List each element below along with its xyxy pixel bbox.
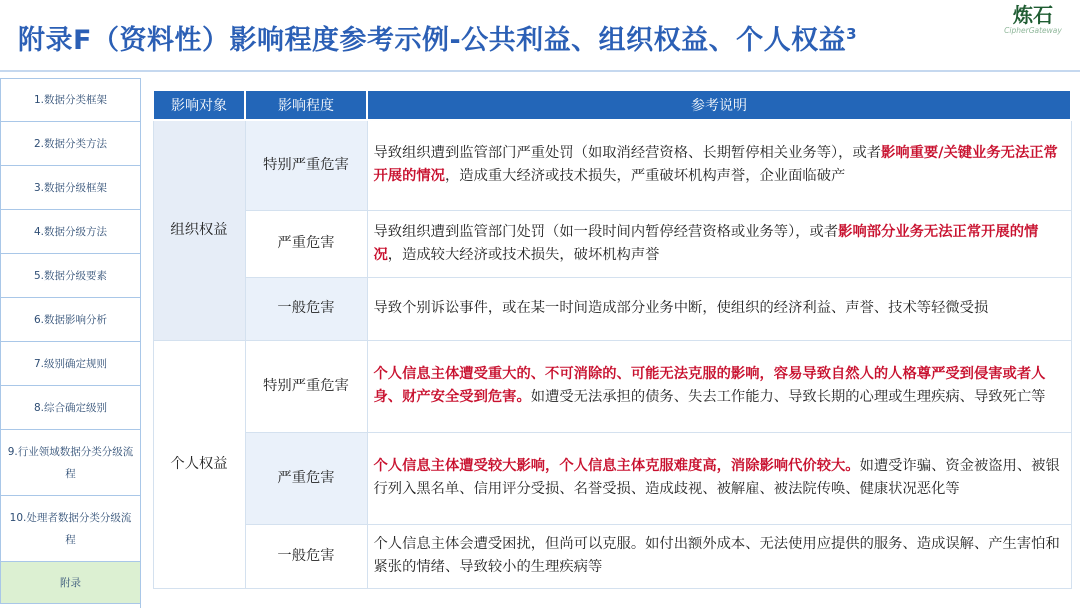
page-title: 附录F（资料性）影响程度参考示例-公共利益、组织权益、个人权益$^3$ xyxy=(18,25,858,56)
column-header-level: 影响程度 xyxy=(245,90,367,120)
sidebar-item-level-rules[interactable]: 7.级别确定规则 xyxy=(0,342,140,386)
sidebar-item-impact-analysis[interactable]: 6.数据影响分析 xyxy=(0,298,140,342)
logo-subtitle: CipherGateway xyxy=(1004,26,1062,35)
table-row xyxy=(153,277,1071,340)
highlight-text: 个人信息主体遭受较大影响，个人信息主体克服难度高，消除影响代价较大。 xyxy=(373,458,860,474)
title-superscript: 3 xyxy=(846,25,858,43)
title-bar xyxy=(0,0,1080,80)
highlight-text: 影响部分业务无法正常开展的情况 xyxy=(373,223,1039,263)
description-cell: 个人信息主体遭受重大的、不可消除的、可能无法克服的影响，容易导致自然人的人格尊严受到侵害或者人身、财产安全受到危害。如遭受无法承担的债务、失去工作能力、导致长期的心理或生理疾病、导致死亡等 xyxy=(367,340,1071,432)
table-row xyxy=(153,340,1071,432)
impact-level-cell: 一般危害 xyxy=(245,524,367,588)
sidebar-item-grading-framework[interactable]: 3.数据分级框架 xyxy=(0,166,140,210)
table-row xyxy=(153,432,1071,524)
description-cell: 个人信息主体会遭受困扰，但尚可以克服。如付出额外成本、无法使用应提供的服务、造成误解、产生害怕和紧张的情绪、导致较小的生理疾病等 xyxy=(367,524,1071,588)
description-cell: 导致组织遭到监管部门处罚（如一段时间内暂停经营资格或业务等），或者影响部分业务无法正常开展的情况，造成较大经济或技术损失，破坏机构声誉 xyxy=(367,210,1071,277)
description-cell: 个人信息主体遭受较大影响，个人信息主体克服难度高，消除影响代价较大。如遭受诈骗、资金被盗用、被银行列入黑名单、信用评分受损、名誉受损、造成歧视、被解雇、被法院传唤、健康状况恶化等 xyxy=(367,432,1071,524)
impact-object-cell: 个人权益 xyxy=(153,340,245,588)
description-cell: 导致组织遭到监管部门严重处罚（如取消经营资格、长期暂停相关业务等），或者影响重要/关键业务无法正常开展的情况，造成重大经济或技术损失，严重破坏机构声誉，企业面临破产 xyxy=(367,120,1071,210)
impact-level-cell: 一般危害 xyxy=(245,277,367,340)
impact-level-cell: 严重危害 xyxy=(245,210,367,277)
sidebar-item-grading-method[interactable]: 4.数据分级方法 xyxy=(0,210,140,254)
title-divider xyxy=(0,70,1080,72)
sidebar-nav xyxy=(0,78,141,608)
sidebar-item-processor-process[interactable]: 10.处理者数据分类分级流程 xyxy=(0,496,140,562)
highlight-text: 个人信息主体遭受重大的、不可消除的、可能无法克服的影响，容易导致自然人的人格尊严受到侵害或者人身、财产安全受到危害。 xyxy=(373,366,1046,405)
table-header-row xyxy=(153,90,1071,120)
description-cell: 导致个别诉讼事件，或在某一时间造成部分业务中断，使组织的经济利益、声誉、技术等轻微受损 xyxy=(367,277,1071,340)
impact-object-cell: 组织权益 xyxy=(153,120,245,340)
sidebar-item-industry-process[interactable]: 9.行业领域数据分类分级流程 xyxy=(0,430,140,496)
sidebar-item-overall-level[interactable]: 8.综合确定级别 xyxy=(0,386,140,430)
company-logo xyxy=(998,4,1068,36)
table-row xyxy=(153,210,1071,277)
sidebar-item-classification-framework[interactable]: 1.数据分类框架 xyxy=(0,78,140,122)
logo-mark: 炼石 xyxy=(1013,3,1053,27)
sidebar-item-appendix[interactable]: 附录 xyxy=(0,562,140,604)
column-header-description: 参考说明 xyxy=(367,90,1071,120)
impact-reference-table xyxy=(152,89,1072,589)
impact-level-cell: 特别严重危害 xyxy=(245,340,367,432)
highlight-text: 影响重要/关键业务无法正常开展的情况 xyxy=(373,145,1058,185)
column-header-object: 影响对象 xyxy=(153,90,245,120)
sidebar-item-grading-elements[interactable]: 5.数据分级要素 xyxy=(0,254,140,298)
table-row xyxy=(153,524,1071,588)
impact-level-cell: 特别严重危害 xyxy=(245,120,367,210)
table-row xyxy=(153,120,1071,210)
sidebar-item-classification-method[interactable]: 2.数据分类方法 xyxy=(0,122,140,166)
impact-level-cell: 严重危害 xyxy=(245,432,367,524)
